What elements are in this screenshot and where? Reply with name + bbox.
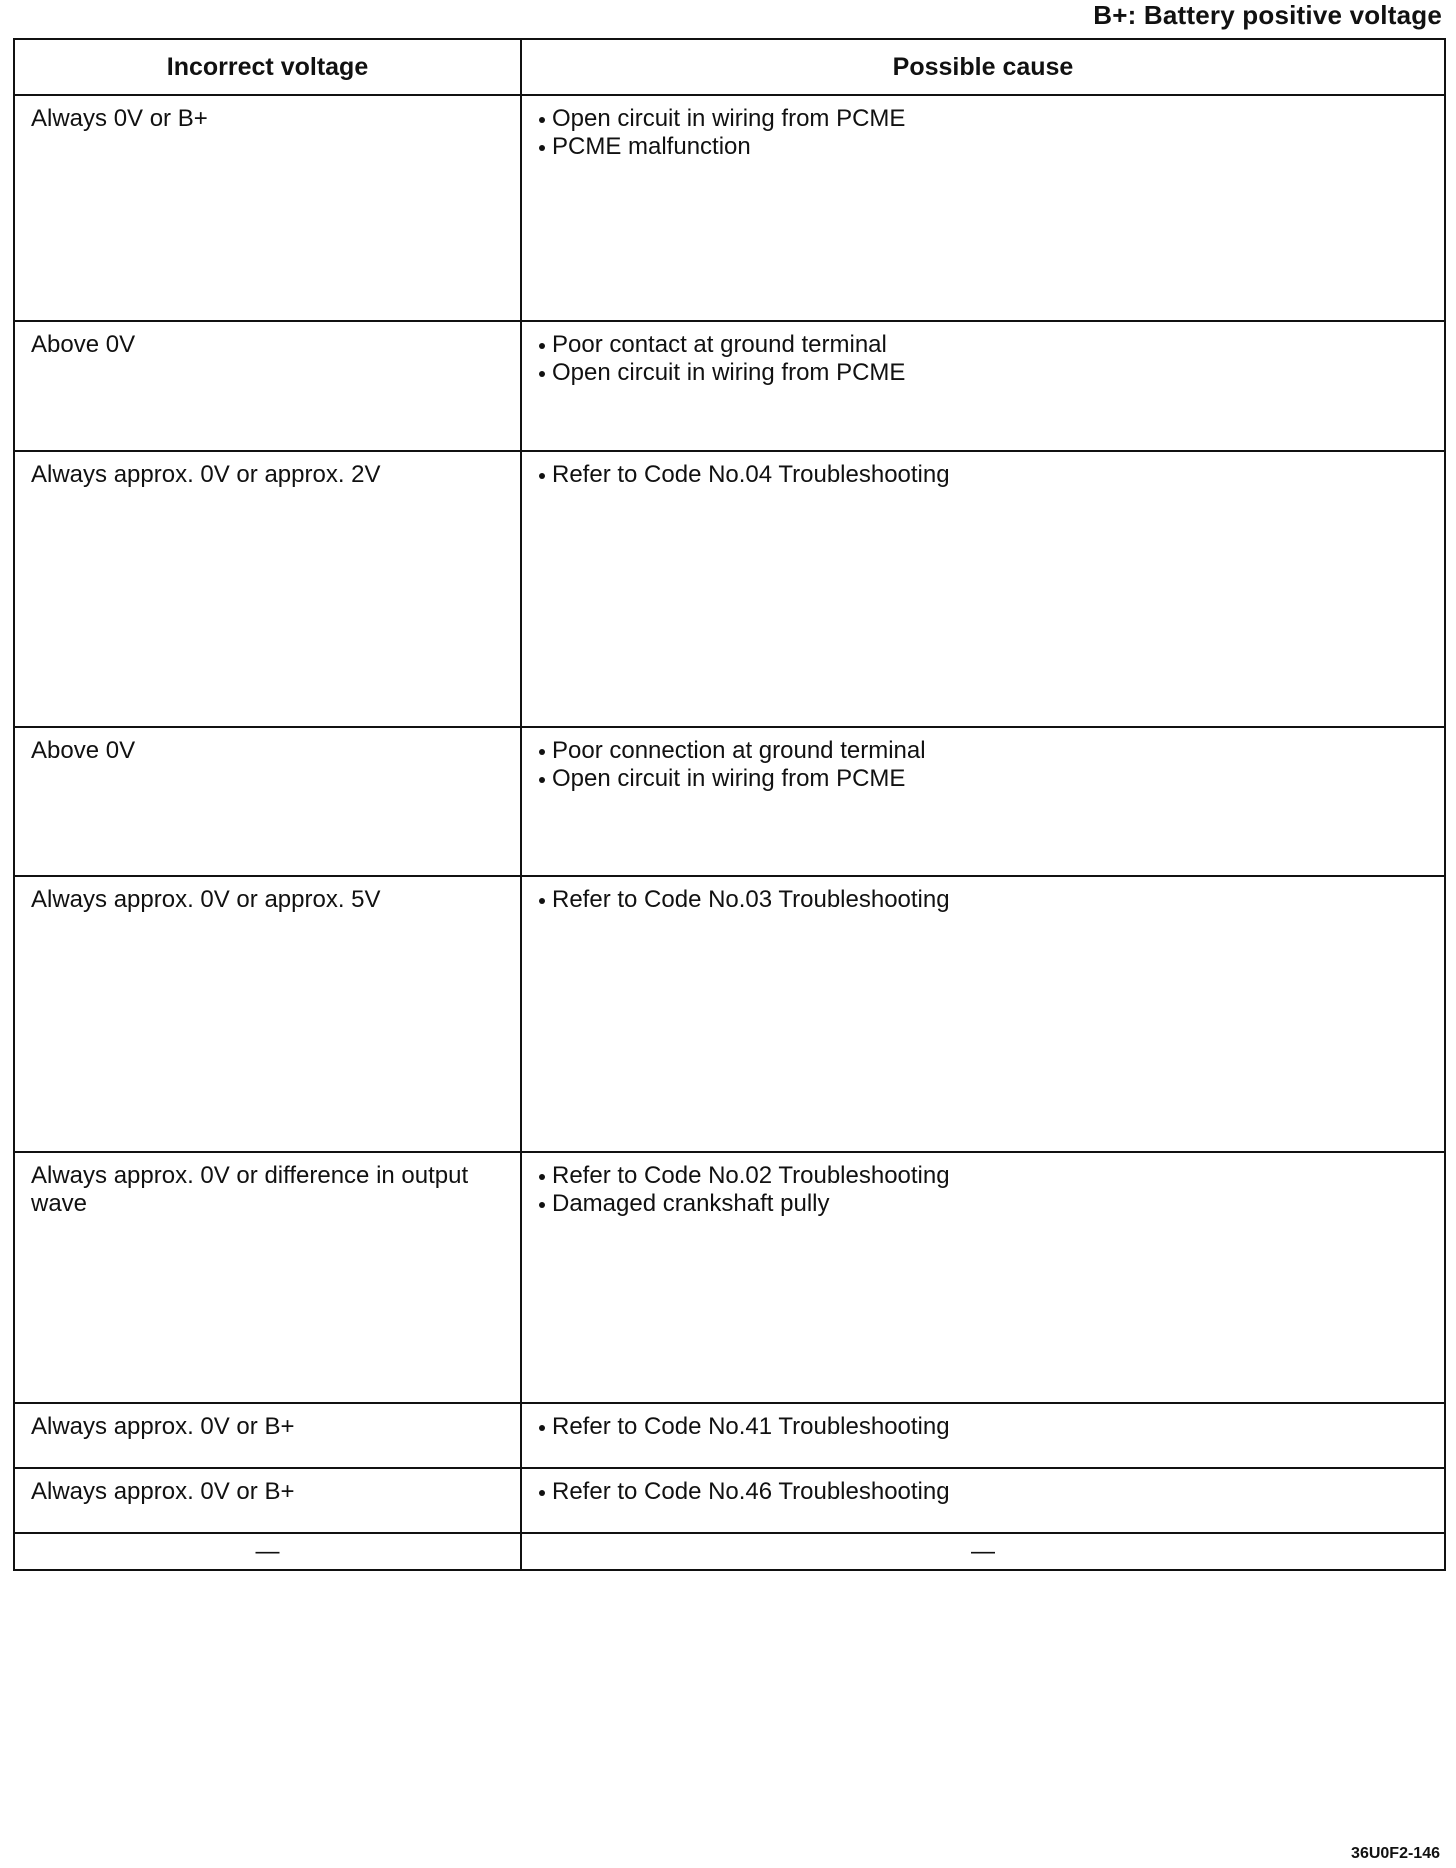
voltage-cell: Always approx. 0V or B+	[14, 1403, 521, 1468]
table-row	[14, 1152, 1445, 1403]
empty-cause-cell: —	[521, 1533, 1445, 1570]
battery-voltage-note: B+: Battery positive voltage	[1093, 0, 1442, 30]
header-possible-cause: Possible cause	[521, 39, 1445, 95]
cause-item: Refer to Code No.46 Troubleshooting	[538, 1478, 1432, 1506]
table-row	[14, 1468, 1445, 1533]
cause-item: Open circuit in wiring from PCME	[538, 765, 1432, 793]
cause-item: Refer to Code No.41 Troubleshooting	[538, 1413, 1432, 1441]
cause-item: Refer to Code No.04 Troubleshooting	[538, 461, 1432, 489]
cause-item: Poor connection at ground terminal	[538, 737, 1432, 765]
cause-cell	[521, 727, 1445, 876]
table-row	[14, 1403, 1445, 1468]
cause-cell	[521, 451, 1445, 727]
cause-cell	[521, 95, 1445, 321]
cause-cell	[521, 1403, 1445, 1468]
cause-item: Refer to Code No.02 Troubleshooting	[538, 1162, 1432, 1190]
cause-item: Open circuit in wiring from PCME	[538, 105, 1432, 133]
cause-cell	[521, 321, 1445, 451]
cause-item: Open circuit in wiring from PCME	[538, 359, 1432, 387]
voltage-cell: Always approx. 0V or B+	[14, 1468, 521, 1533]
table-header-row	[14, 39, 1445, 95]
table-row	[14, 95, 1445, 321]
cause-cell	[521, 1468, 1445, 1533]
table-row	[14, 876, 1445, 1152]
header-incorrect-voltage: Incorrect voltage	[14, 39, 521, 95]
table-row	[14, 727, 1445, 876]
voltage-cell: Always approx. 0V or approx. 5V	[14, 876, 521, 1152]
table-row	[14, 451, 1445, 727]
cause-item: Refer to Code No.03 Troubleshooting	[538, 886, 1432, 914]
cause-item: PCME malfunction	[538, 133, 1432, 161]
troubleshooting-table	[13, 38, 1446, 1571]
cause-cell	[521, 876, 1445, 1152]
voltage-cell: Always 0V or B+	[14, 95, 521, 321]
voltage-cell: Above 0V	[14, 321, 521, 451]
cause-cell	[521, 1152, 1445, 1403]
table-row	[14, 1533, 1445, 1570]
table-row	[14, 321, 1445, 451]
cause-item: Poor contact at ground terminal	[538, 331, 1432, 359]
cause-item: Damaged crankshaft pully	[538, 1190, 1432, 1218]
empty-voltage-cell: —	[14, 1533, 521, 1570]
voltage-cell: Always approx. 0V or difference in output wave	[14, 1152, 521, 1403]
figure-code: 36U0F2-146	[1351, 1845, 1440, 1862]
voltage-cell: Above 0V	[14, 727, 521, 876]
voltage-cell: Always approx. 0V or approx. 2V	[14, 451, 521, 727]
